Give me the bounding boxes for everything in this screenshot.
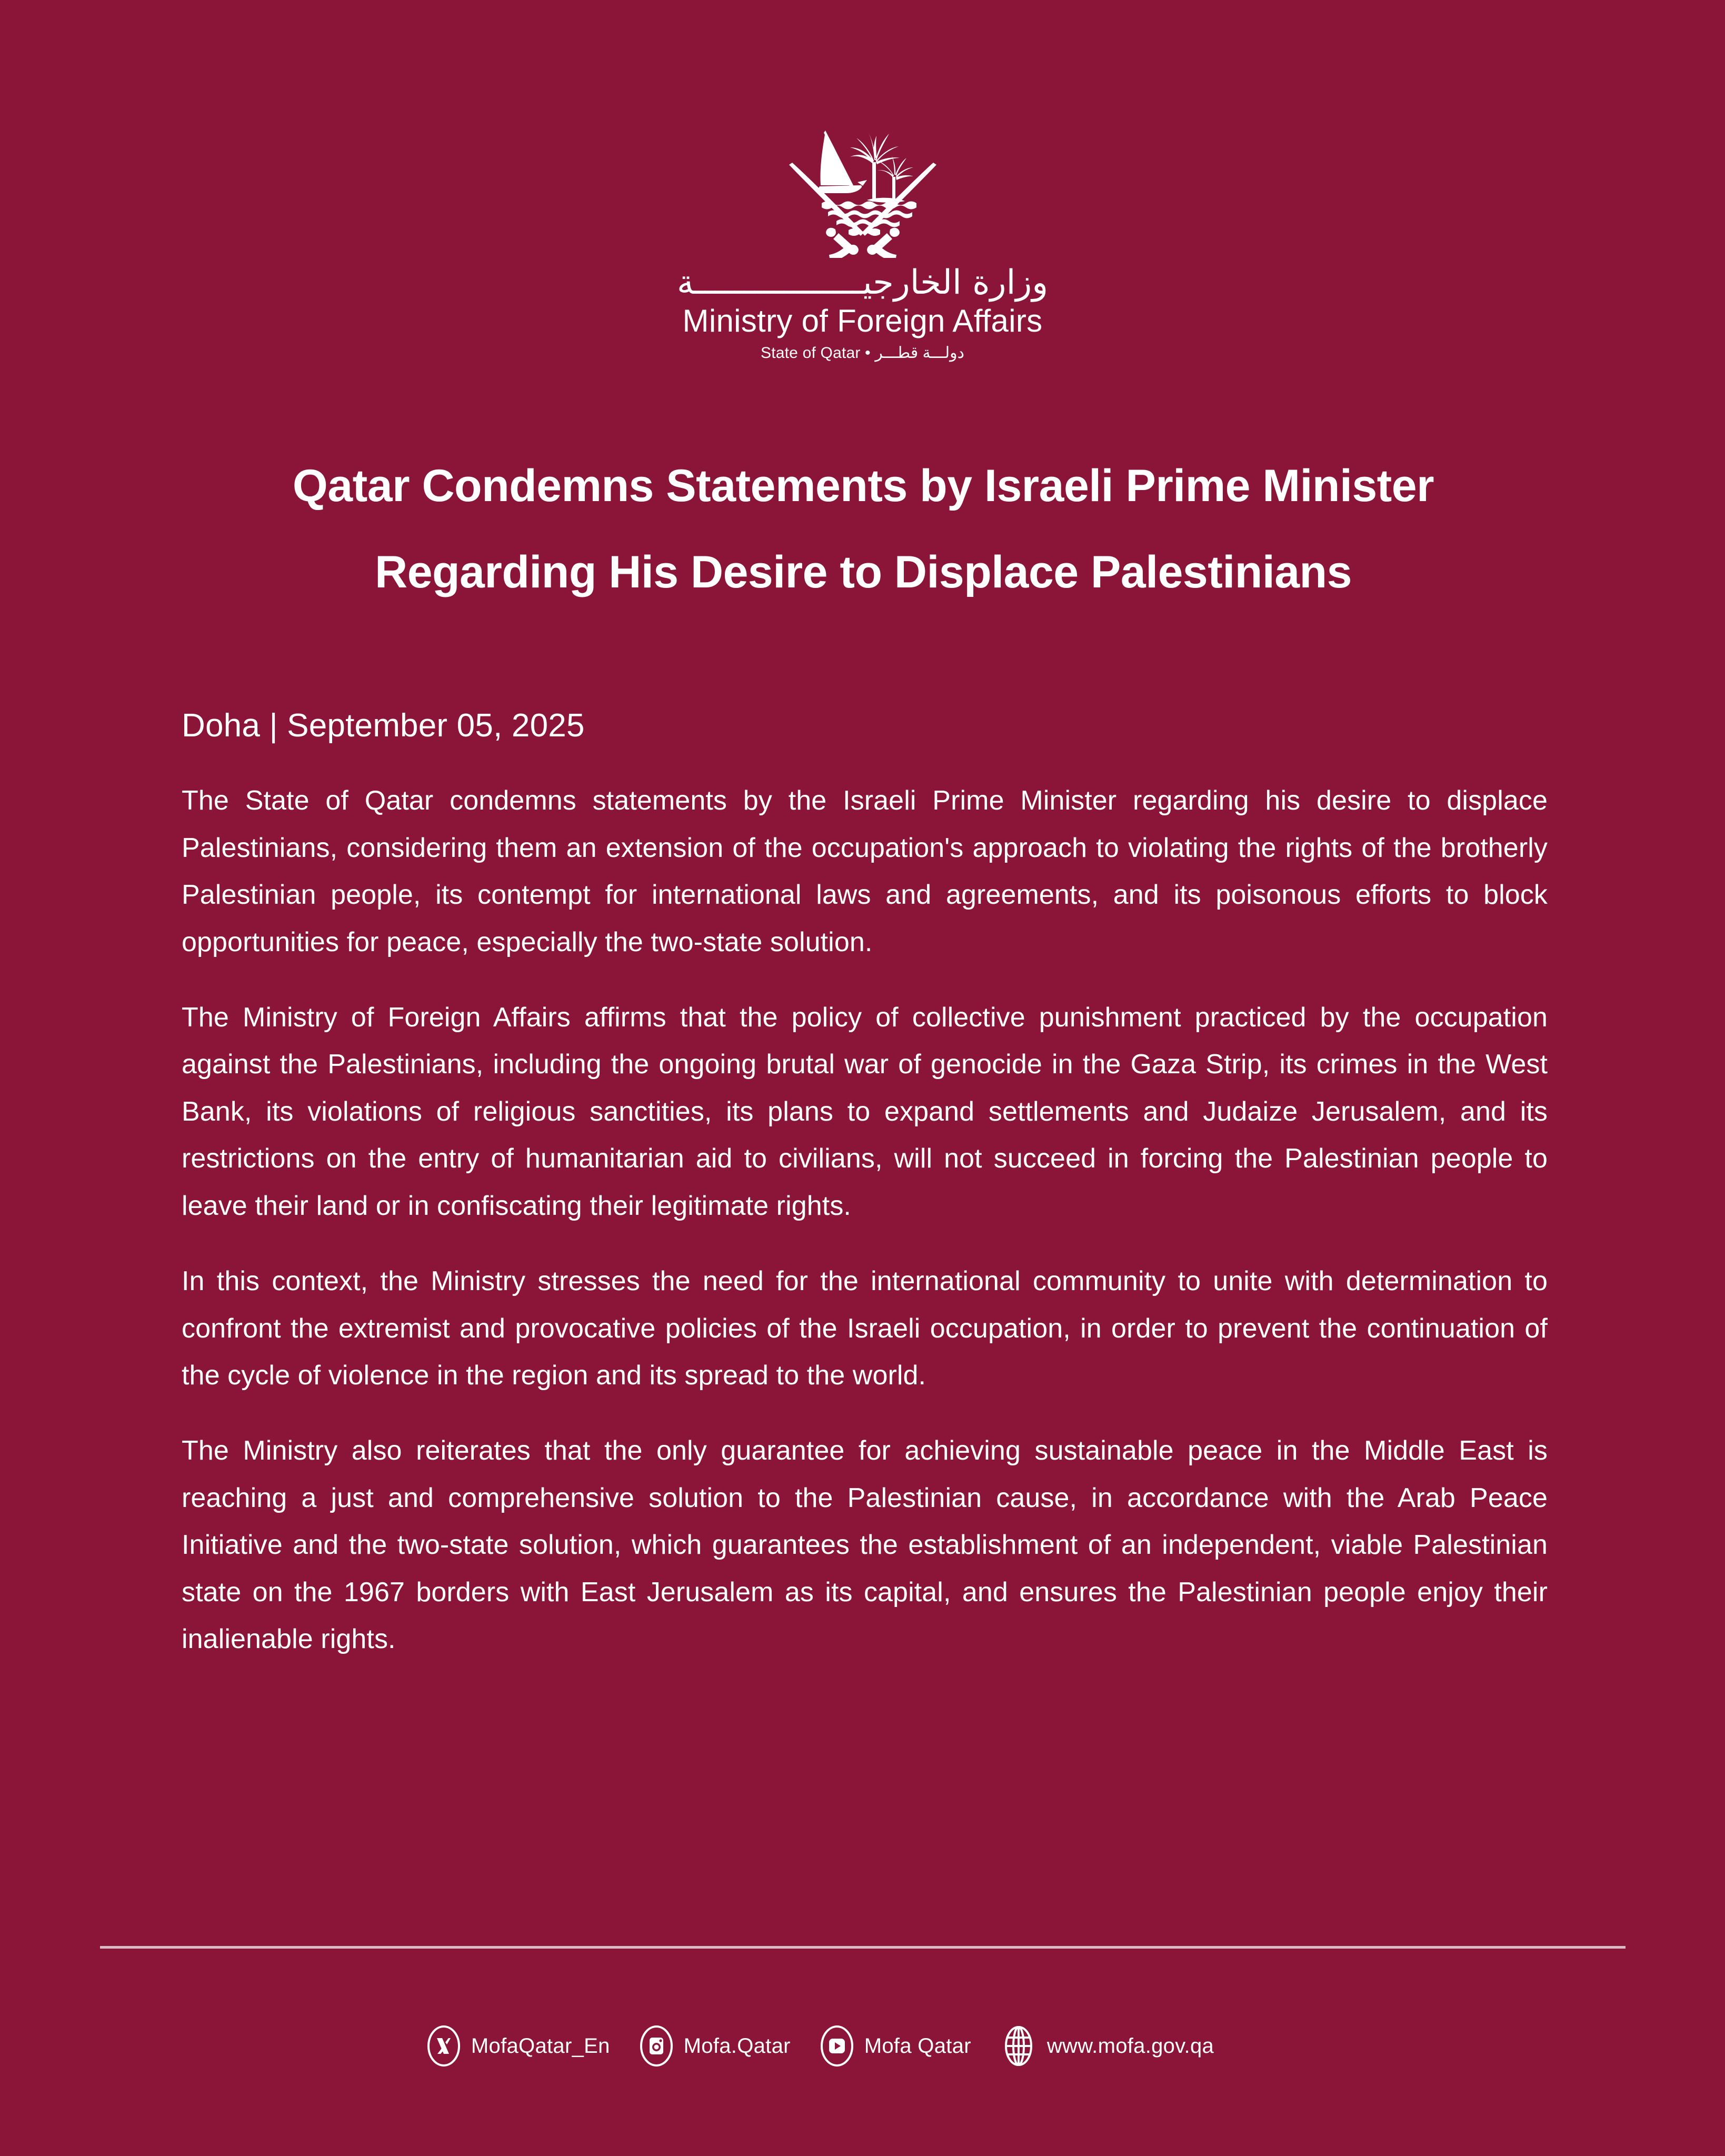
footer-social-bar [0,2024,1725,2068]
statement-paragraph: The State of Qatar condemns statements by the Israeli Prime Minister regarding his desire to displace Palestinians, considering them an extension of the occupation's approach to violating the rights of the brotherly Palestinian people, its contempt for international laws and agreements, and its poisonous efforts to block opportunities for peace, especially the two-state solution. [182,785,1548,957]
social-link-x[interactable] [427,2025,610,2067]
footer-divider [100,1946,1626,1949]
statement-body [182,708,1548,1663]
x-twitter-icon [427,2025,461,2067]
page-title [179,463,1548,595]
statement-paragraph: The Ministry of Foreign Affairs affirms that the policy of collective punishment practiced by the occupation against the Palestinians, including the ongoing brutal war of genocide in the Gaza Strip, its crimes in the West Bank, its violations of religious sanctities, its plans to expand settlements and Judaize Jerusalem, and its restrictions on the entry of humanitarian aid to civilians, will not succeed in forcing the Palestinian people to leave their land or in confiscating their legitimate rights. [182,1002,1548,1221]
statement-paragraph: In this context, the Ministry stresses the need for the international community to unite with determination to confront the extremist and provocative policies of the Israeli occupation, in order to prevent the continuation of the cycle of violence in the region and its spread to the world. [182,1266,1548,1391]
statement-paragraph: The Ministry also reiterates that the only guarantee for achieving sustainable peace in the Middle East is reaching a just and comprehensive solution to the Palestinian cause, in accordance with the Arab Peace Initiative and the two-state solution, which guarantees the establishment of an independent, viable Palestinian state on the 1967 borders with East Jerusalem as its capital, and ensures the Palestinian people enjoy their inalienable rights. [182,1435,1548,1655]
social-link-youtube[interactable] [820,2025,971,2067]
globe-icon [1001,2024,1036,2068]
social-label-x: MofaQatar_En [471,2034,610,2058]
dateline: Doha | September 05, 2025 [182,707,585,744]
social-label-youtube: Mofa Qatar [864,2034,971,2058]
page-title-line-2: Regarding His Desire to Displace Palestinians [375,547,1352,597]
page-title-line-1: Qatar Condemns Statements by Israeli Prime Minister [292,461,1434,511]
state-of-qatar-label: State of Qatar • دولـــة قطـــر [761,344,964,362]
ministry-name-arabic: وزارة الخارجيـــــــــــــــــة [676,263,1049,302]
instagram-icon [640,2025,673,2067]
ministry-name-english: Ministry of Foreign Affairs [682,303,1043,339]
website-url-label: www.mofa.gov.qa [1046,2034,1214,2058]
website-link[interactable] [1001,2024,1214,2068]
qatar-state-emblem-icon [771,105,955,258]
social-link-instagram[interactable] [640,2025,791,2067]
youtube-icon [820,2025,854,2067]
social-label-instagram: Mofa.Qatar [683,2034,791,2058]
ministry-logo-block [0,105,1725,363]
